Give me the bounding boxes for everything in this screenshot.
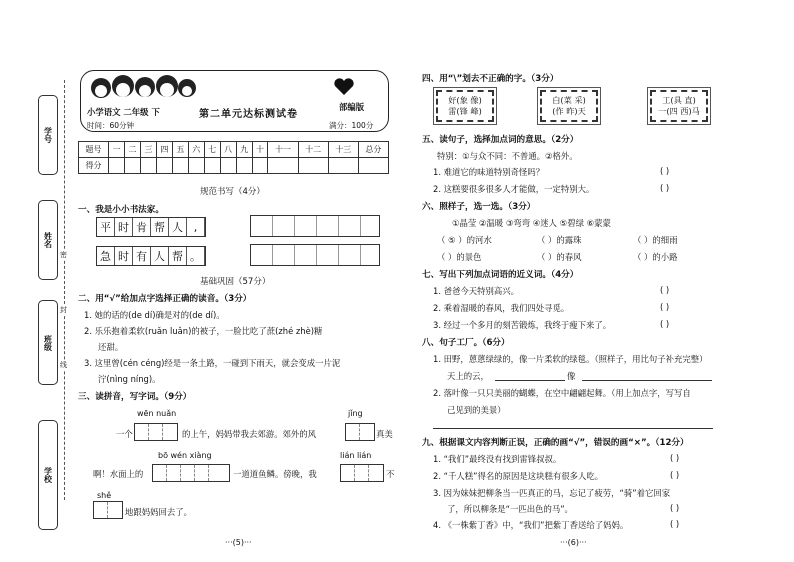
cell: 得分 (79, 158, 109, 174)
answer-box-5[interactable] (93, 501, 123, 519)
pinyin-4: lián lián (340, 451, 372, 460)
page-number-right-value: 6 (570, 538, 576, 547)
score-cell[interactable] (204, 158, 220, 174)
q5-2: 2. 这糕要很多很多人才能做，一定特别大。 (433, 184, 595, 194)
basic-section-title: 基础巩固（57分） (200, 277, 271, 287)
char-box-1 (436, 90, 494, 122)
q6-blank[interactable]: （ ）的细雨 (633, 235, 678, 245)
q9-4: 4. 《一株紫丁香》中，“我们”把紫丁香送给了妈妈。 (433, 520, 629, 530)
answer-box-4[interactable] (340, 464, 384, 482)
q3-text-3: 地跟妈妈回去了。 (125, 507, 192, 517)
cell: 十三 (328, 142, 358, 158)
score-cell[interactable] (172, 158, 188, 174)
score-cell[interactable] (328, 158, 358, 174)
q9-2-answer[interactable]: ( ) (670, 470, 680, 480)
cell: 总分 (358, 142, 388, 158)
q9-1-answer[interactable]: ( ) (670, 453, 680, 463)
q2-2-cont: 还甜。 (98, 342, 124, 352)
score-cell[interactable] (268, 158, 298, 174)
cell: 十 (252, 142, 268, 158)
q6-blank[interactable]: （ ）的露珠 (537, 235, 582, 245)
section-1-heading: 一、我是小小书法家。 (78, 205, 164, 215)
q8-2: 2. 落叶像一只只美丽的蝴蝶，在空中翩翩起舞。（用上加点字，写写自 (433, 388, 691, 398)
q9-3: 3. 因为妹妹把柳条当一匹真正的马，忘记了疲劳，“骑”着它回家 (433, 488, 671, 498)
q6-blank[interactable]: （ ）的小路 (633, 252, 678, 262)
cell: 五 (172, 142, 188, 158)
score-table-header-row (79, 142, 389, 158)
binding-sidebar (0, 0, 72, 562)
name-box[interactable] (38, 200, 58, 280)
q3-text-2: 啊！水面上的 (93, 469, 144, 479)
writing-area-1[interactable] (250, 215, 380, 237)
score-cell[interactable] (298, 158, 328, 174)
grid-char: 人 (151, 247, 169, 265)
q7-2: 2. 乘着湿暖的春风，我们四处寻觅。 (433, 303, 570, 313)
full-score-label: 满分：100分 (329, 121, 374, 130)
pinyin-1: wēn nuǎn (137, 409, 177, 418)
q8-2-cont: 己见到的美景） (447, 405, 506, 415)
grid-char: 时 (115, 247, 133, 265)
grid-char: 。 (187, 247, 205, 265)
heart-icon (333, 77, 355, 97)
char-box-2-top[interactable]: 白(菜 采) (552, 95, 586, 105)
cell: 七 (204, 142, 220, 158)
q8-2-answer-line[interactable] (433, 428, 713, 429)
class-box[interactable] (38, 300, 58, 385)
score-cell[interactable] (188, 158, 204, 174)
section-2-heading: 二、用“√”给加点字选择正确的读音。（3分） (78, 294, 252, 304)
score-cell[interactable] (109, 158, 125, 174)
name-label: 姓名 (43, 232, 53, 248)
cell: 二 (125, 142, 141, 158)
page-number-right: ···(6)··· (560, 538, 587, 547)
char-box-1-bottom[interactable]: 雷(锋 峰) (448, 106, 482, 116)
cell: 六 (188, 142, 204, 158)
q6-options: ①晶莹 ②温暖 ③弯弯 ④迷人 ⑤碧绿 ⑥蒙蒙 (452, 218, 611, 228)
exam-header (80, 70, 389, 132)
cell: 一 (109, 142, 125, 158)
q7-2-answer[interactable]: ( ) (660, 302, 670, 312)
cell: 十二 (298, 142, 328, 158)
pinyin-3: bō wén xiàng (158, 451, 212, 460)
subject-label: 小学语文 二年级 下 (87, 107, 160, 117)
q3-text-1b: 的上午，妈妈带我去郊游。郊外的风 (182, 429, 316, 439)
char-box-3-top[interactable]: 工(具 直) (662, 95, 696, 105)
cell: 十一 (268, 142, 298, 158)
writing-section-title: 规范书写（4分） (200, 187, 265, 197)
cell: 八 (220, 142, 236, 158)
score-cell[interactable] (358, 158, 388, 174)
grid-char: , (187, 218, 205, 236)
q3-text-1: 一个 (116, 429, 133, 439)
q2-1: 1. 她的话的(de dí)确是对的(de dí)。 (84, 310, 225, 320)
student-id-label: 学号 (43, 127, 53, 143)
class-label: 班级 (43, 334, 53, 351)
q7-1: 1. 爸爸今天特别高兴。 (433, 286, 520, 296)
copy-grid-2 (96, 246, 206, 266)
answer-box-2[interactable] (345, 423, 375, 441)
q8-1-prompt: 天上的云， (447, 371, 489, 381)
cut-char-mi: 密 (60, 251, 67, 259)
q9-1: 1. “我们”最终没有找到雷锋叔叔。 (433, 454, 562, 464)
char-box-3 (650, 90, 708, 122)
student-id-box[interactable] (38, 95, 58, 175)
score-cell[interactable] (140, 158, 156, 174)
grid-char: 帮 (169, 247, 187, 265)
grid-char: 急 (97, 247, 115, 265)
section-9-heading: 九、根据课文内容判断正误，正确的画“√”，错误的画“×”。（12分） (422, 438, 689, 448)
children-illustration (89, 74, 199, 104)
section-7-heading: 七、写出下列加点词语的近义词。（4分） (422, 270, 579, 280)
q5-1: 1. 难道它的味道特别奇怪吗？ (433, 167, 545, 177)
score-cell[interactable] (220, 158, 236, 174)
score-cell[interactable] (156, 158, 172, 174)
char-box-1-top[interactable]: 好(象 像) (448, 95, 482, 105)
q3-text-1c: 真美 (376, 429, 393, 439)
q9-2: 2. “千人糕”得名的原因是这块糕有很多人吃。 (433, 471, 604, 481)
edition-label: 部编版 (339, 102, 365, 112)
section-6-heading: 六、照样子，选一选。（3分） (422, 202, 536, 212)
q5-1-answer[interactable]: ( ) (660, 166, 670, 176)
cell: 题号 (79, 142, 109, 158)
score-table (78, 141, 389, 174)
q2-2: 2. 乐乐抱着柔软(ruǎn luǎn)的被子，一脸比吃了蔗(zhé zhè)糖 (84, 326, 323, 336)
school-box[interactable] (38, 420, 58, 530)
q5-2-answer[interactable]: ( ) (660, 183, 670, 193)
copy-grid-1 (96, 217, 206, 237)
pinyin-5: shě (97, 491, 112, 500)
q8-1-blank-2[interactable] (582, 380, 712, 381)
char-box-3-bottom[interactable]: 一(四 西)马 (658, 106, 700, 116)
q8-1-blank-1[interactable] (495, 380, 565, 381)
grid-char: 有 (133, 247, 151, 265)
score-cell[interactable] (252, 158, 268, 174)
q9-4-answer[interactable]: ( ) (670, 519, 680, 529)
grid-char: 时 (115, 218, 133, 236)
char-box-2 (540, 90, 598, 122)
cut-char-feng: 封 (60, 306, 67, 314)
answer-box-1[interactable] (134, 423, 178, 441)
q9-3-answer[interactable]: ( ) (670, 503, 680, 513)
q2-3: 3. 这里曾(cén céng)经是一条土路，一碰到下雨天，就会变成一片泥 (84, 358, 341, 368)
q7-3-answer[interactable]: ( ) (660, 319, 670, 329)
cell: 三 (140, 142, 156, 158)
section-4-heading: 四、用“\”划去不正确的字。（3分） (422, 74, 559, 84)
q9-3-cont: 了，所以柳条是“一匹出色的马”。 (447, 504, 573, 514)
time-label: 时间：60分钟 (87, 121, 135, 130)
section-3-heading: 三、读拼音，写字词。（9分） (78, 392, 192, 402)
q6-blank[interactable]: （ ）的春风 (537, 252, 582, 262)
grid-char: 帮 (151, 218, 169, 236)
q8-1: 1. 田野，蒽蒽绿绿的，像一片柔软的绿毯。（照样子，用比句子补充完整） (433, 354, 708, 364)
score-table-score-row (79, 158, 389, 174)
cell: 九 (236, 142, 252, 158)
q7-3: 3. 经过一个多月的刻苦锻炼，我终于瘦下来了。 (433, 320, 612, 330)
q5-options: 特别：①与众不同：不普通。②格外。 (437, 151, 578, 161)
answer-box-3[interactable] (152, 464, 230, 482)
grid-char: 平 (97, 218, 115, 236)
school-label: 学校 (43, 467, 53, 483)
section-5-heading: 五、读句子，选择加点词的意思。（2分） (422, 135, 579, 145)
score-cell[interactable] (125, 158, 141, 174)
grid-char: 肯 (133, 218, 151, 236)
page-number-left: ···(5)··· (225, 538, 252, 547)
q8-1-like: 像 (567, 371, 576, 381)
grid-char: 人 (169, 218, 187, 236)
q2-3-cont: 泞(nìng níng)。 (98, 374, 161, 384)
q6-blank[interactable]: （ ）的景色 (437, 252, 482, 262)
score-cell[interactable] (236, 158, 252, 174)
cut-line (64, 80, 65, 500)
section-8-heading: 八、句子工厂。（6分） (422, 338, 510, 348)
page-number-left-value: 5 (235, 538, 241, 547)
writing-area-2[interactable] (250, 244, 380, 266)
cut-char-xian: 线 (60, 361, 67, 369)
char-box-2-bottom[interactable]: (作 昨)天 (552, 106, 586, 116)
cell: 四 (156, 142, 172, 158)
q3-text-2c: 不 (386, 469, 395, 479)
q3-text-2b: 一道道鱼鳞。傍晚，我 (233, 469, 317, 479)
q6-blank[interactable]: （ ⑤ ）的河水 (437, 235, 492, 245)
exam-title: 第二单元达标测试卷 (199, 109, 298, 120)
q7-1-answer[interactable]: ( ) (660, 285, 670, 295)
pinyin-2: jǐng (348, 409, 363, 418)
